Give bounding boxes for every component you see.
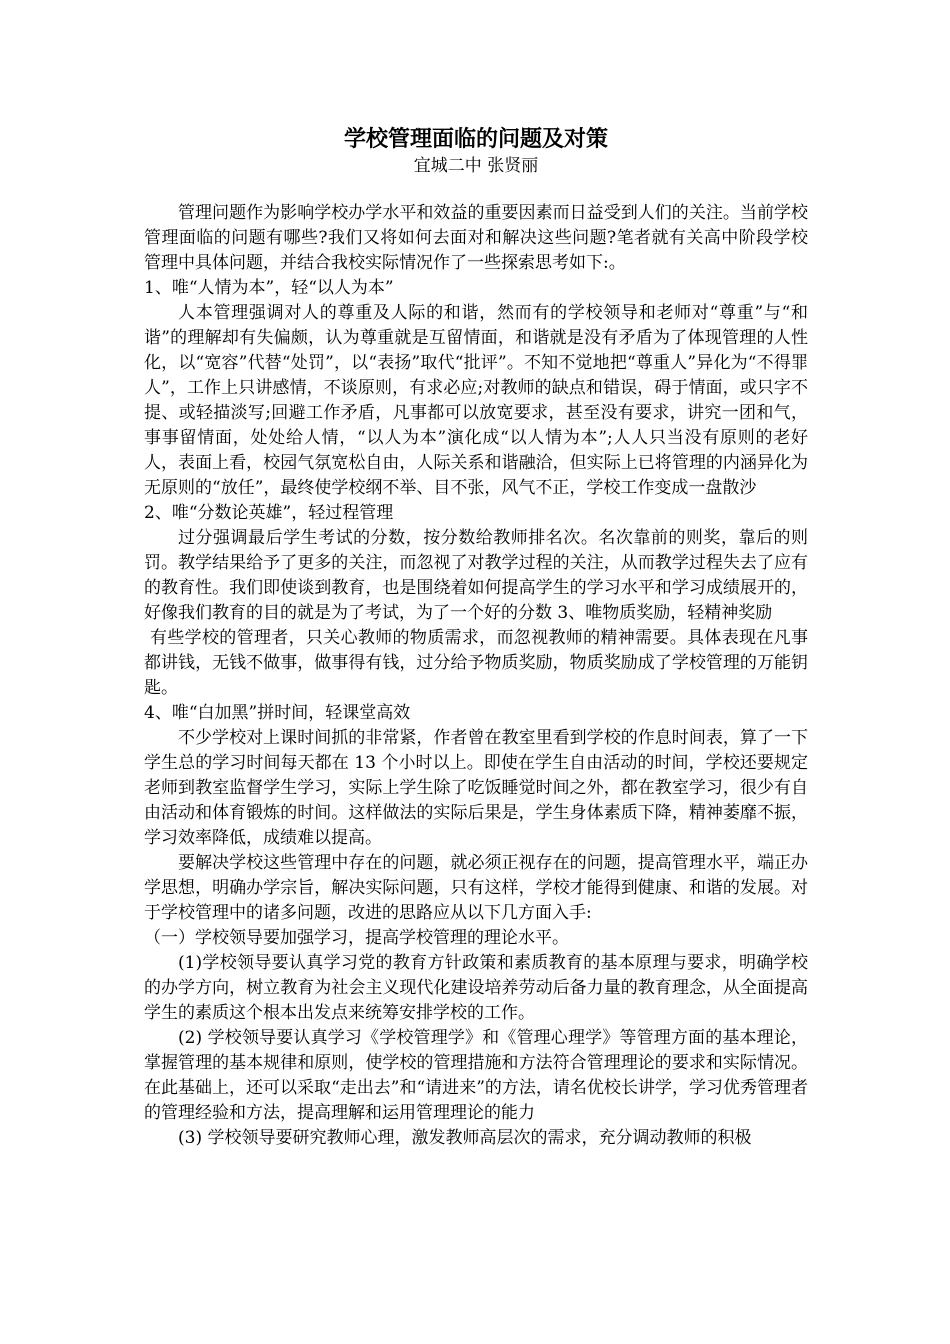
item-2-paragraph: (2) 学校领导要认真学习《学校管理学》和《管理心理学》等管理方面的基本理论，掌握管理的基本规律和原则，使学校的管理措施和方法符合管理理论的要求和实际情况。在此基础上，还可以采取“走出去”和“请进来”的方法，请名优校长讲学，学习优秀管理者的管理经验和方法，提高理解和运用管理理论的能力: [144, 1028, 808, 1123]
section-3-body: 有些学校的管理者，只关心教师的物质需求，而忽视教师的精神需要。具体表现在凡事都讲钱，无钱不做事，做事得有钱，过分给予物质奖励，物质奖励成了学校管理的万能钥匙。: [144, 628, 808, 698]
document-title: 学校管理面临的问题及对策: [343, 126, 608, 152]
solution-intro-paragraph: 要解决学校这些管理中存在的问题，就必须正视存在的问题，提高管理水平，端正办学思想，明确办学宗旨，解决实际问题，只有这样，学校才能得到健康、和谐的发展。对于学校管理中的诸多问题，改进的思路应从以下几方面入手:: [144, 853, 808, 923]
document-author: 宜城二中 张贤丽: [413, 156, 539, 176]
document-page: [144, 118, 808, 1151]
section-1-body: 人本管理强调对人的尊重及人际的和谐，然而有的学校领导和老师对“尊重”与“和谐”的理解却有失偏颇，认为尊重就是互留情面，和谐就是没有矛盾为了体现管理的人性化，以“宽容”代替“处罚”，以“表扬”取代“批评”。不知不觉地把“尊重人”异化为“不得罪人”，工作上只讲感情，不谈原则，有求必应;对教师的缺点和错误，碍于情面，或只字不提、或轻描淡写;回避工作矛盾，凡事都可以放宽要求，甚至没有要求，讲究一团和气，事事留情面，处处给人情，“以人为本”演化成“以人情为本”;人人只当没有原则的老好人，表面上看，校园气氛宽松自由，人际关系和谐融洽，但实际上已将管理的内涵异化为无原则的“放任”，最终使学校纲不举、目不张，风气不正，学校工作变成一盘散沙: [144, 303, 808, 498]
intro-paragraph: 管理问题作为影响学校办学水平和效益的重要因素而日益受到人们的关注。当前学校管理面临的问题有哪些?我们又将如何去面对和解决这些问题?笔者就有关高中阶段学校管理中具体问题，并结合我校实际情况作了一些探索思考如下:。: [144, 203, 808, 273]
section-2-heading: 2、唯“分数论英雄”，轻过程管理: [144, 503, 394, 523]
part-1-heading: （一）学校领导要加强学习，提高学校管理的理论水平。: [144, 928, 569, 948]
item-1-paragraph: (1)学校领导要认真学习党的教育方针政策和素质教育的基本原理与要求，明确学校的办学方向，树立教育为社会主义现代化建设培养劳动后备力量的教育理念，从全面提高学生的素质这个根本出发点来统筹安排学校的工作。: [144, 953, 808, 1023]
section-1-heading: 1、唯“人情为本”，轻“以人为本”: [144, 278, 394, 298]
section-4-body: 不少学校对上课时间抓的非常紧，作者曾在教室里看到学校的作息时间表，算了一下学生总的学习时间每天都在 13 个小时以上。即使在学生自由活动的时间，学校还要规定老师到教室监督学生学习，实际上学生除了吃饭睡觉时间之外，都在教室学习，很少有自由活动和体育锻炼的时间。这样做法的实际后果是，学生身体素质下降，精神萎靡不振，学习效率降低，成绩难以提高。: [144, 728, 808, 848]
item-3-paragraph: (3) 学校领导要研究教师心理，激发教师高层次的需求，充分调动教师的积极: [178, 1128, 752, 1148]
section-4-heading: 4、唯“白加黑”拼时间，轻课堂高效: [144, 703, 411, 723]
section-2-body: 过分强调最后学生考试的分数，按分数给教师排名次。名次靠前的则奖，靠后的则罚。教学结果给予了更多的关注，而忽视了对教学过程的关注，从而教学过程失去了应有的教育性。我们即使谈到教育，也是围绕着如何提高学生的学习水平和学习成绩展开的，好像我们教育的目的就是为了考试，为了一个好的分数 3、唯物质奖励，轻精神奖励: [144, 528, 808, 623]
